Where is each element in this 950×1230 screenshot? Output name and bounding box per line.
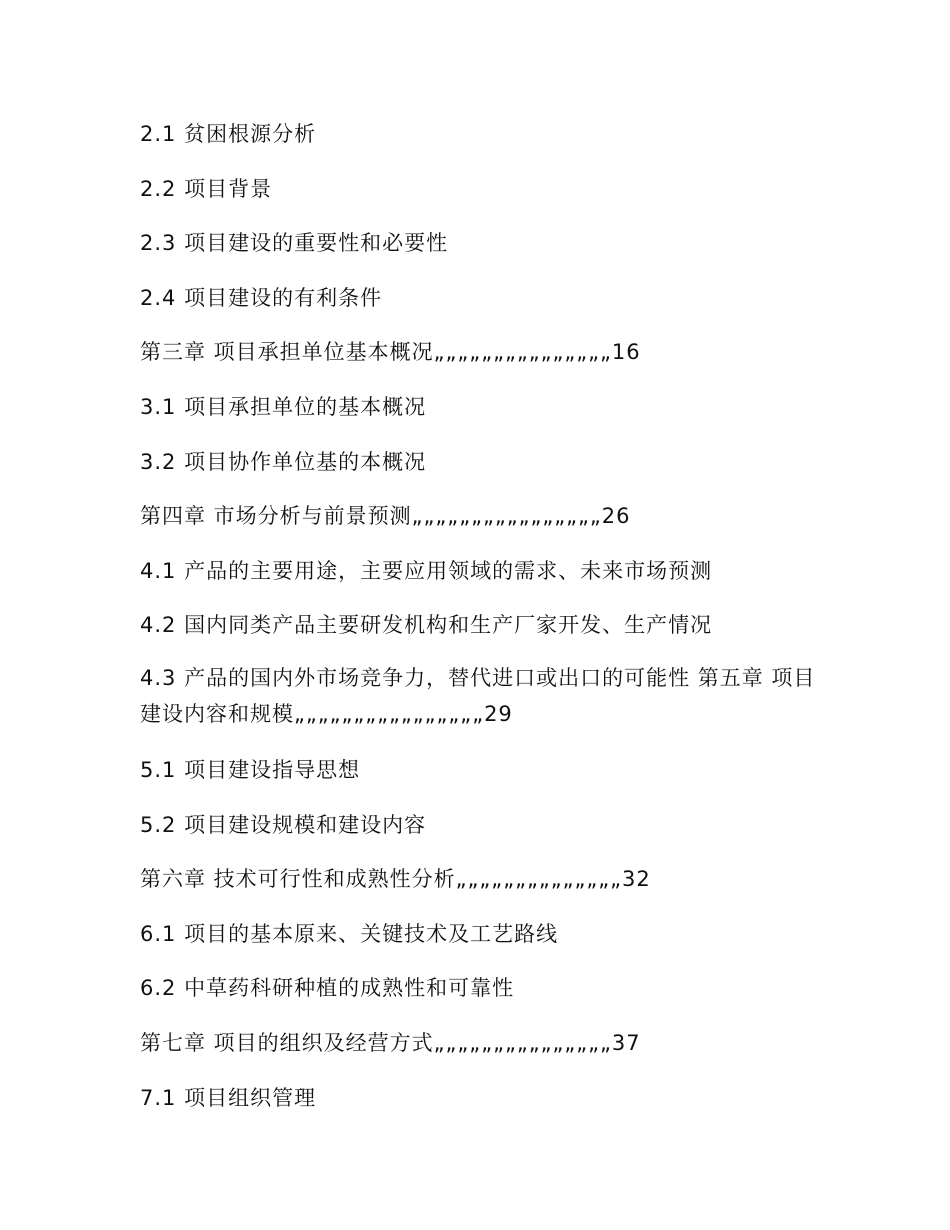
toc-entry-3-1: 3.1 项目承担单位的基本概况 xyxy=(140,394,427,419)
toc-entry-2-2: 2.2 项目背景 xyxy=(140,176,273,201)
toc-entry-5-2: 5.2 项目建设规模和建设内容 xyxy=(140,812,427,837)
toc-entry-2-4: 2.4 项目建设的有利条件 xyxy=(140,285,383,310)
toc-chapter-7: 第七章 项目的组织及经营方式„„„„„„„„„„„„„„„37 xyxy=(140,1030,641,1055)
toc-chapter-4: 第四章 市场分析与前景预测„„„„„„„„„„„„„„„„26 xyxy=(140,504,631,529)
toc-entry-2-1: 2.1 贫困根源分析 xyxy=(140,122,317,146)
toc-entry-7-1: 7.1 项目组织管理 xyxy=(140,1085,317,1110)
table-of-contents xyxy=(140,114,820,1132)
toc-entry-3-2: 3.2 项目协作单位基的本概况 xyxy=(140,449,427,474)
toc-chapter-3: 第三章 项目承担单位基本概况„„„„„„„„„„„„„„„16 xyxy=(140,340,641,365)
toc-chapter-6: 第六章 技术可行性和成熟性分析„„„„„„„„„„„„„„32 xyxy=(140,867,651,892)
toc-entry-6-2: 6.2 中草药科研种植的成熟性和可靠性 xyxy=(140,976,515,1001)
toc-entry-5-1: 5.1 项目建设指导思想 xyxy=(140,757,361,782)
toc-entry-4-1: 4.1 产品的主要用途，主要应用领域的需求、未来市场预测 xyxy=(140,558,713,583)
toc-entry-4-2: 4.2 国内同类产品主要研发机构和生产厂家开发、生产情况 xyxy=(140,613,713,638)
toc-entry-6-1: 6.1 项目的基本原来、关键技术及工艺路线 xyxy=(140,921,559,946)
toc-entry-4-3-and-chapter-5: 4.3 产品的国内外市场竞争力，替代进口或出口的可能性 第五章 项目建设内容和规模„„„„„„„„„„„„„„„„29 xyxy=(140,665,816,726)
toc-entry-2-3: 2.3 项目建设的重要性和必要性 xyxy=(140,231,449,256)
